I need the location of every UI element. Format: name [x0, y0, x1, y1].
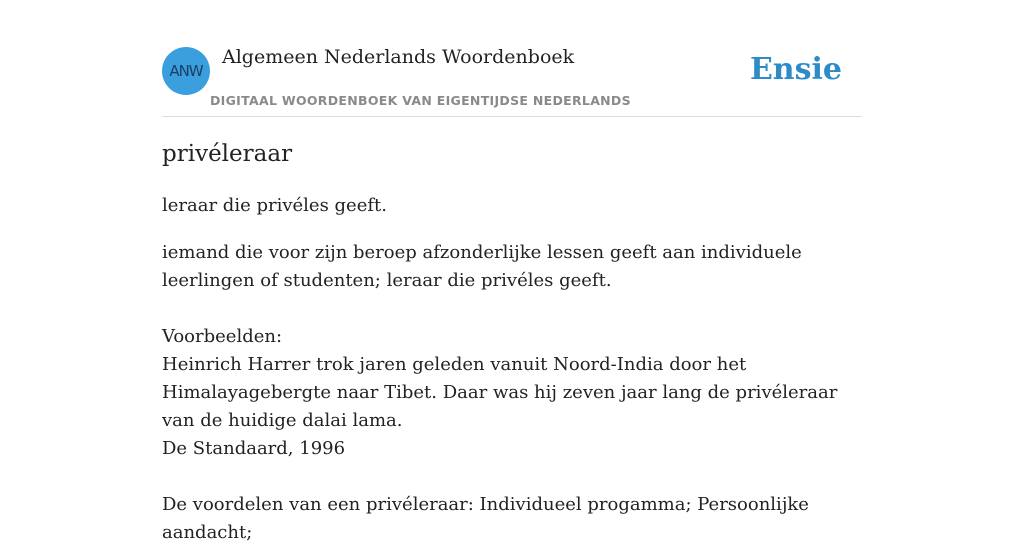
- site-title[interactable]: Algemeen Nederlands Woordenboek: [222, 46, 575, 68]
- example-text: De voordelen van een privéleraar: Individueel progamma; Persoonlijke aandacht;: [162, 494, 809, 543]
- spacer: [162, 463, 862, 491]
- long-definition-block: [162, 239, 862, 547]
- ensie-logo[interactable]: Ensie: [749, 52, 842, 87]
- examples-label: Voorbeelden:: [162, 326, 283, 347]
- long-definition: iemand die voor zijn beroep afzonderlijke lessen geeft aan individuele leerlingen of studenten; leraar die privéles geeft.: [162, 242, 802, 291]
- spacer: [162, 295, 862, 323]
- site-subtitle: DIGITAAL WOORDENBOEK VAN EIGENTIJDSE NEDERLANDS: [210, 93, 631, 108]
- example-text: Heinrich Harrer trok jaren geleden vanuit Noord-India door het Himalayagebergte naar Tibet. Daar was hij zeven jaar lang de privéleraar van de huidige dalai lama.: [162, 354, 838, 431]
- example-source: De Standaard, 1996: [162, 438, 346, 459]
- site-header: [162, 0, 862, 117]
- short-definition: leraar die privéles geeft.: [162, 195, 387, 216]
- anw-logo[interactable]: ANW: [162, 47, 210, 95]
- entry-content: [162, 139, 862, 547]
- entry-headword: privéleraar: [162, 141, 293, 167]
